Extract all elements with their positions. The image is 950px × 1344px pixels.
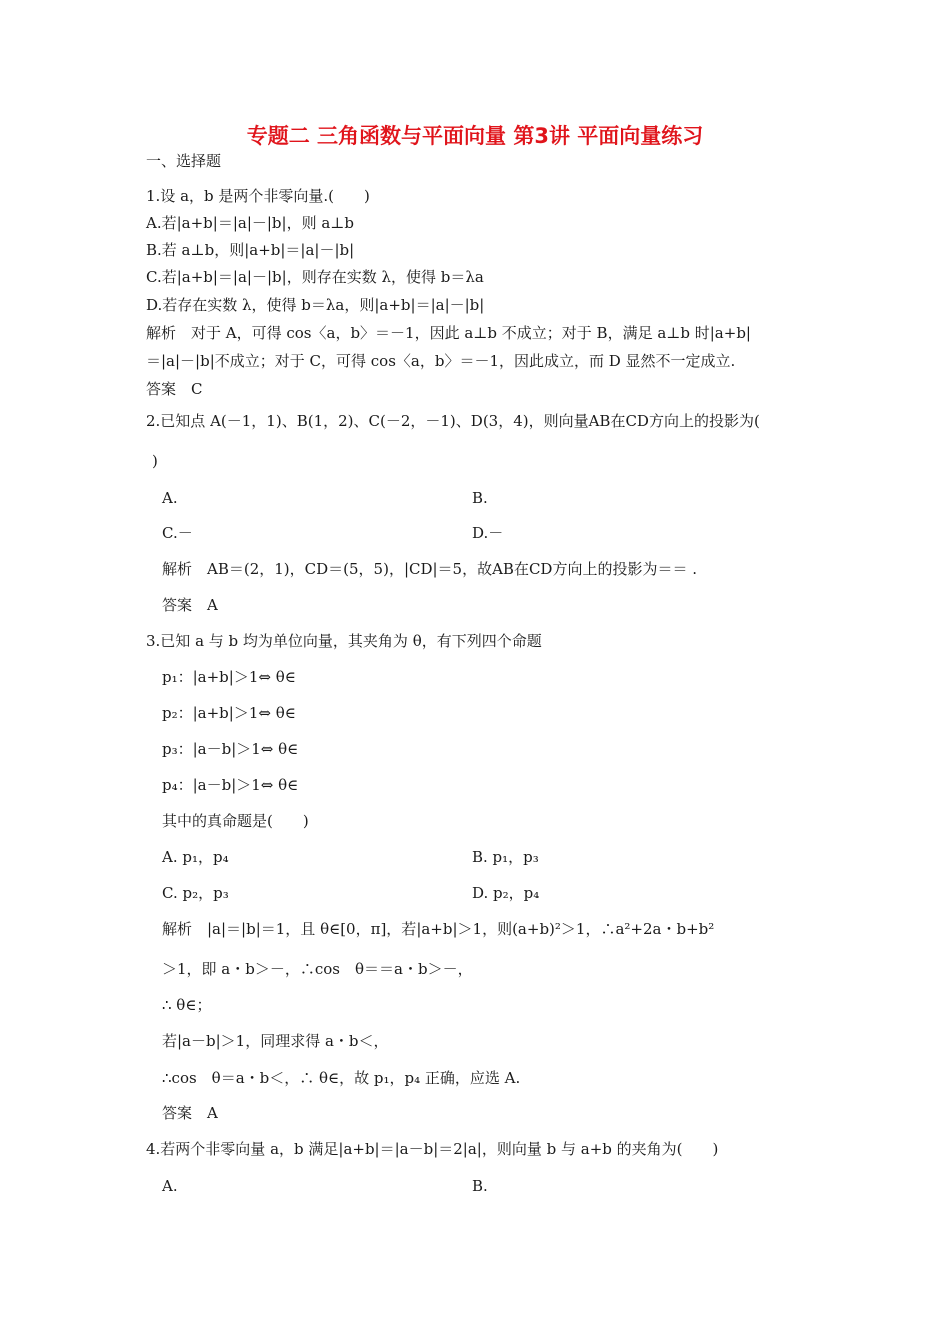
q3-analysis-line3: ∴ θ∈； <box>162 996 212 1014</box>
q2-option-a: A. <box>162 489 178 507</box>
q1-option-a: A.若|a+b|＝|a|－|b|，则 a⊥b <box>146 214 355 232</box>
q2-option-d: D.－ <box>472 524 504 542</box>
q1-analysis-line1: 解析 对于 A，可得 cos〈a，b〉＝－1，因此 a⊥b 不成立；对于 B，满足 a⊥b 时|a+b| <box>146 324 751 342</box>
q3-proposition-p1: p₁：|a+b|＞1⇔ θ∈ <box>162 668 296 686</box>
q2-option-c: C.－ <box>162 524 193 542</box>
q3-analysis-line5: ∴cos θ＝a・b＜，∴ θ∈，故 p₁，p₄ 正确，应选 A. <box>162 1069 521 1087</box>
q4-option-b: B. <box>472 1177 488 1195</box>
q3-analysis-line4: 若|a－b|＞1，同理求得 a・b＜， <box>162 1032 389 1050</box>
q4-stem: 4.若两个非零向量 a，b 满足|a+b|＝|a－b|＝2|a|，则向量 b 与 a+b 的夹角为( ) <box>146 1140 719 1158</box>
q3-option-c: C. p₂，p₃ <box>162 884 229 902</box>
q2-stem-cont: ) <box>152 452 158 470</box>
q1-analysis-line2: ＝|a|－|b|不成立；对于 C，可得 cos〈a，b〉＝－1，因此成立，而 D 显然不一定成立. <box>146 352 736 370</box>
q3-stem: 3.已知 a 与 b 均为单位向量，其夹角为 θ，有下列四个命题 <box>146 632 542 650</box>
q3-proposition-p3: p₃：|a－b|＞1⇔ θ∈ <box>162 740 299 758</box>
q1-stem: 1.设 a，b 是两个非零向量.( ) <box>146 187 370 205</box>
q3-proposition-p2: p₂：|a+b|＞1⇔ θ∈ <box>162 704 296 722</box>
q2-option-b: B. <box>472 489 488 507</box>
q3-proposition-p4: p₄：|a－b|＞1⇔ θ∈ <box>162 776 299 794</box>
q3-analysis-line1: 解析 |a|＝|b|＝1，且 θ∈[0，π]，若|a+b|＞1，则(a+b)²＞1，∴a²+2a・b+b² <box>162 920 715 938</box>
q2-analysis: 解析 AB＝(2，1)，CD＝(5，5)，|CD|＝5，故AB在CD方向上的投影为＝＝ . <box>162 560 697 578</box>
q3-option-d: D. p₂，p₄ <box>472 884 540 902</box>
q3-analysis-line2: ＞1，即 a・b＞－，∴cos θ＝＝a・b＞－， <box>162 960 473 978</box>
page-title: 专题二 三角函数与平面向量 第3讲 平面向量练习 <box>246 124 704 148</box>
q3-answer: 答案 A <box>162 1104 218 1122</box>
section-heading: 一、选择题 <box>146 152 222 170</box>
q2-stem: 2.已知点 A(－1，1)、B(1，2)、C(－2，－1)、D(3，4)，则向量AB在CD方向上的投影为( <box>146 412 760 430</box>
q1-option-d: D.若存在实数 λ，使得 b＝λa，则|a+b|＝|a|－|b| <box>146 296 485 314</box>
q4-option-a: A. <box>162 1177 178 1195</box>
q3-option-a: A. p₁，p₄ <box>162 848 229 866</box>
q1-option-c: C.若|a+b|＝|a|－|b|，则存在实数 λ，使得 b＝λa <box>146 268 484 286</box>
q1-option-b: B.若 a⊥b，则|a+b|＝|a|－|b| <box>146 241 355 259</box>
q3-option-b: B. p₁，p₃ <box>472 848 539 866</box>
q3-question: 其中的真命题是( ) <box>162 812 309 830</box>
q2-answer: 答案 A <box>162 596 218 614</box>
q1-answer: 答案 C <box>146 380 203 398</box>
